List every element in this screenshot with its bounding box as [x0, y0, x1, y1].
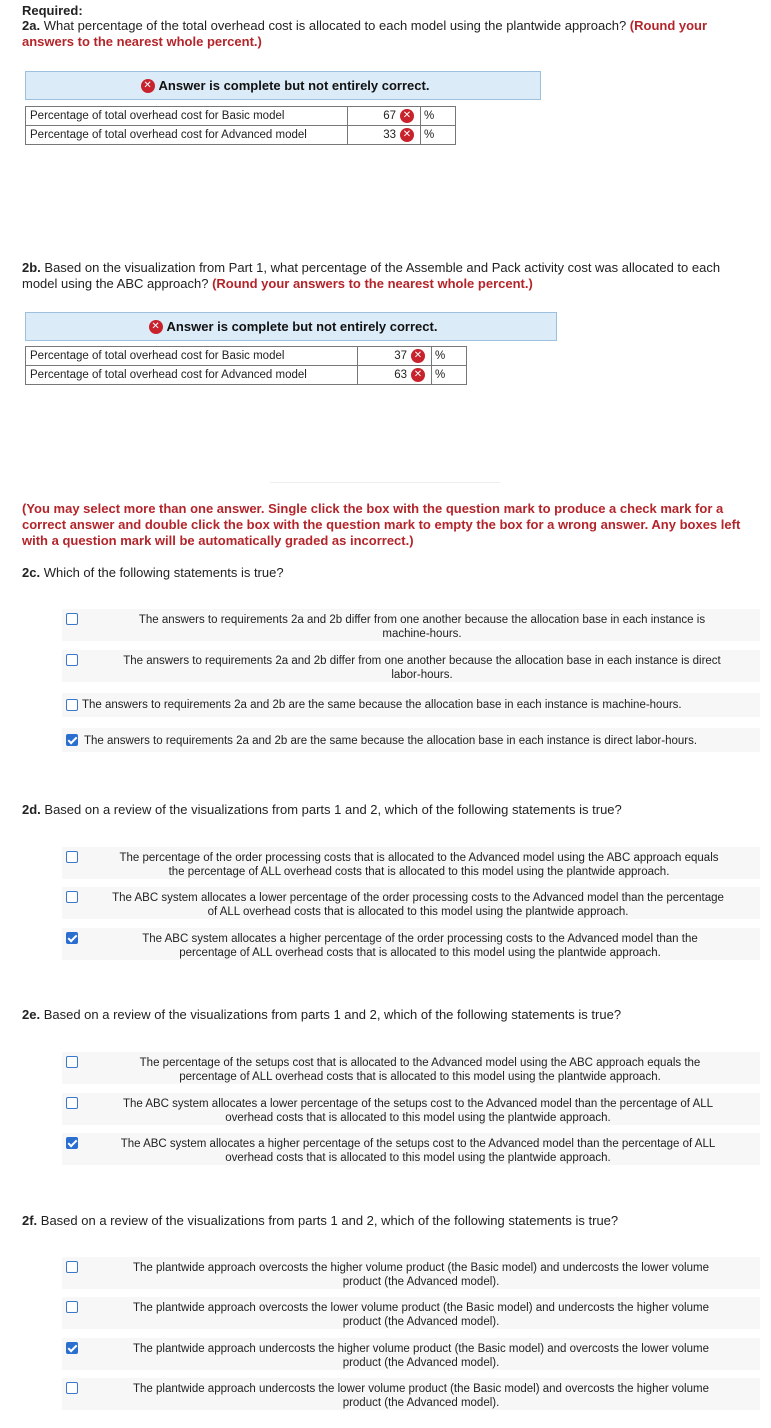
q2f-text: Based on a review of the visualizations from parts 1 and 2, which of the following statements is true?	[37, 1213, 619, 1228]
q2a-row-label: Percentage of total overhead cost for Advanced model	[26, 126, 348, 145]
error-x-icon: ✕	[411, 368, 425, 382]
option-text: The plantwide approach undercosts the lower volume product (the Basic model) and overcosts the higher volume	[133, 1383, 709, 1395]
q2a-text: What percentage of the total overhead cost is allocated to each model using the plantwide approach?	[40, 18, 630, 33]
checkbox-checked[interactable]	[66, 932, 78, 944]
option-text-line2: of ALL overhead costs that is allocated to this model using the plantwide approach.	[207, 906, 629, 918]
q2f-number: 2f.	[22, 1213, 38, 1228]
error-x-icon: ✕	[411, 349, 425, 363]
error-x-icon: ✕	[400, 109, 414, 123]
checkbox[interactable]	[66, 1382, 78, 1394]
q2b-basic-value: 37	[394, 350, 407, 363]
option-text: The answers to requirements 2a and 2b are the same because the allocation base in each instance is direct labor-hours.	[84, 735, 698, 747]
q2d-number: 2d.	[22, 802, 41, 817]
q2b-advanced-value: 63	[394, 369, 407, 382]
question-2e	[22, 1007, 621, 1023]
option-text-line2: labor-hours.	[391, 669, 453, 681]
question-2b	[22, 260, 752, 292]
error-x-icon: ✕	[141, 79, 155, 93]
q2b-banner-text: Answer is complete but not entirely correct.	[166, 319, 438, 334]
q2e-option-2[interactable]	[62, 1093, 760, 1125]
q2c-option-4[interactable]	[62, 728, 760, 752]
option-text-line2: overhead costs that is allocated to this model using the plantwide approach.	[225, 1112, 611, 1124]
q2a-number: 2a.	[22, 18, 41, 33]
percent-unit: %	[432, 366, 467, 385]
question-2f	[22, 1213, 618, 1229]
q2c-option-3[interactable]	[62, 693, 760, 717]
q2b-row-label: Percentage of total overhead cost for Basic model	[26, 347, 358, 366]
q2b-answer-table	[25, 346, 467, 385]
option-text-line2: machine-hours.	[382, 628, 462, 640]
option-text: The plantwide approach undercosts the higher volume product (the Basic model) and overcosts the lower volume	[133, 1343, 709, 1355]
table-row	[26, 107, 456, 126]
q2c-option-2[interactable]	[62, 650, 760, 682]
q2c-number: 2c.	[22, 565, 41, 580]
q2a-advanced-value: 33	[383, 129, 396, 142]
option-text: The answers to requirements 2a and 2b differ from one another because the allocation base in each instance is	[138, 614, 706, 626]
instructions: (You may select more than one answer. Single click the box with the question mark to produce a check mark for a correct answer and double click the box with the question mark to empty the box for a wrong answer. Any boxes left with a question mark will be automatically graded as incorrect.)	[22, 501, 741, 548]
q2c-option-1[interactable]	[62, 609, 760, 641]
option-text: The answers to requirements 2a and 2b differ from one another because the allocation base in each instance is direct	[123, 655, 721, 667]
option-text-line2: product (the Advanced model).	[342, 1357, 500, 1369]
q2b-round-note: (Round your answers to the nearest whole percent.)	[212, 276, 533, 291]
checkbox-checked[interactable]	[66, 734, 78, 746]
required-label: Required:	[22, 3, 83, 18]
q2a-basic-input[interactable]	[348, 107, 421, 126]
q2d-option-2[interactable]	[62, 887, 760, 919]
option-text: The ABC system allocates a lower percentage of the setups cost to the Advanced model than the percentage of ALL	[122, 1098, 714, 1110]
q2e-option-1[interactable]	[62, 1052, 760, 1084]
q2e-text: Based on a review of the visualizations from parts 1 and 2, which of the following statements is true?	[40, 1007, 622, 1022]
q2e-option-3[interactable]	[62, 1133, 760, 1165]
option-text: The percentage of the order processing costs that is allocated to the Advanced model using the ABC approach equals	[119, 852, 719, 864]
option-text-line2: the percentage of ALL overhead costs that is allocated to this model using the plantwide approach.	[168, 866, 670, 878]
option-text: The percentage of the setups cost that is allocated to the Advanced model using the ABC approach equals the	[139, 1057, 701, 1069]
q2a-banner-text: Answer is complete but not entirely correct.	[158, 78, 430, 93]
question-2a	[22, 18, 752, 50]
option-text-line2: overhead costs that is allocated to this model using the plantwide approach.	[225, 1152, 611, 1164]
checkbox[interactable]	[66, 891, 78, 903]
option-text-line2: product (the Advanced model).	[342, 1397, 500, 1409]
q2b-advanced-input[interactable]	[358, 366, 432, 385]
error-x-icon: ✕	[400, 128, 414, 142]
percent-unit: %	[432, 347, 467, 366]
option-text: The plantwide approach overcosts the higher volume product (the Basic model) and undercosts the lower volume	[133, 1262, 709, 1274]
option-text: The ABC system allocates a higher percentage of the setups cost to the Advanced model than the percentage of ALL	[120, 1138, 716, 1150]
divider	[270, 482, 500, 483]
q2c-text: Which of the following statements is true?	[40, 565, 284, 580]
option-text: The ABC system allocates a lower percentage of the order processing costs to the Advanced model than the percentage	[112, 892, 724, 904]
q2d-text: Based on a review of the visualizations from parts 1 and 2, which of the following statements is true?	[40, 802, 622, 817]
q2f-option-3[interactable]	[62, 1338, 760, 1370]
table-row	[26, 347, 467, 366]
q2b-text: Based on the visualization from Part 1, what percentage of the Assemble and Pack activity cost was allocated to each model using the ABC approach?	[22, 260, 721, 291]
q2d-option-3[interactable]	[62, 928, 760, 960]
checkbox[interactable]	[66, 613, 78, 625]
option-text-line2: percentage of ALL overhead costs that is allocated to this model using the plantwide approach.	[179, 947, 661, 959]
checkbox[interactable]	[66, 1056, 78, 1068]
option-text-line2: product (the Advanced model).	[342, 1276, 500, 1288]
checkbox[interactable]	[66, 1261, 78, 1273]
table-row	[26, 126, 456, 145]
q2f-option-2[interactable]	[62, 1297, 760, 1329]
checkbox-checked[interactable]	[66, 1342, 78, 1354]
question-2c	[22, 565, 284, 581]
q2f-option-1[interactable]	[62, 1257, 760, 1289]
checkbox[interactable]	[66, 654, 78, 666]
q2d-option-1[interactable]	[62, 847, 760, 879]
error-x-icon: ✕	[149, 320, 163, 334]
checkbox[interactable]	[66, 1301, 78, 1313]
q2b-answer-banner	[25, 312, 557, 341]
checkbox[interactable]	[66, 851, 78, 863]
q2e-number: 2e.	[22, 1007, 41, 1022]
q2f-option-4[interactable]	[62, 1378, 760, 1410]
percent-unit: %	[421, 126, 456, 145]
checkbox-checked[interactable]	[66, 1137, 78, 1149]
q2a-basic-value: 67	[383, 110, 396, 123]
q2a-advanced-input[interactable]	[348, 126, 421, 145]
q2a-row-label: Percentage of total overhead cost for Basic model	[26, 107, 348, 126]
percent-unit: %	[421, 107, 456, 126]
q2b-basic-input[interactable]	[358, 347, 432, 366]
q2b-row-label: Percentage of total overhead cost for Advanced model	[26, 366, 358, 385]
option-text-line2: product (the Advanced model).	[342, 1316, 500, 1328]
option-text: The ABC system allocates a higher percentage of the order processing costs to the Advanced model than the	[142, 933, 698, 945]
option-text: The answers to requirements 2a and 2b are the same because the allocation base in each instance is machine-hours.	[82, 699, 682, 711]
option-text-line2: percentage of ALL overhead costs that is allocated to this model using the plantwide approach.	[179, 1071, 661, 1083]
q2a-answer-table	[25, 106, 456, 145]
table-row	[26, 366, 467, 385]
q2b-number: 2b.	[22, 260, 41, 275]
checkbox[interactable]	[66, 699, 78, 711]
question-2d	[22, 802, 622, 818]
option-text: The plantwide approach overcosts the lower volume product (the Basic model) and undercosts the higher volume	[133, 1302, 709, 1314]
checkbox[interactable]	[66, 1097, 78, 1109]
q2a-round-note: (Round your answers to the nearest whole percent.)	[22, 18, 708, 49]
q2a-answer-banner	[25, 71, 541, 100]
